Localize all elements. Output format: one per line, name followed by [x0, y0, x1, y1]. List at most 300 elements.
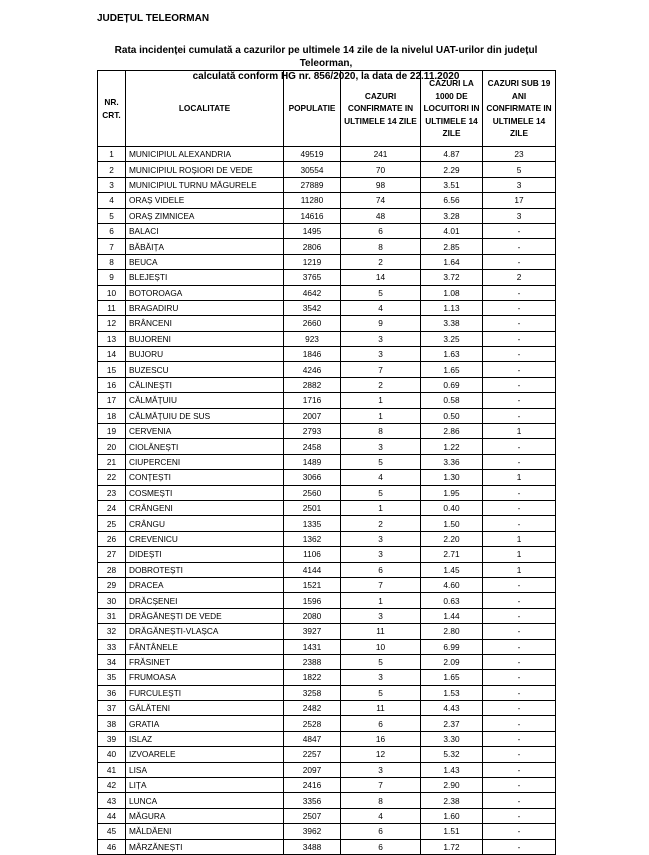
- cell-populatie: 4246: [284, 362, 341, 377]
- cell-cazuri: 3: [341, 608, 421, 623]
- cell-rata: 1.30: [421, 470, 483, 485]
- cell-rata: 3.72: [421, 270, 483, 285]
- cell-nr: 20: [98, 439, 126, 454]
- cell-localitate: FÂNTÂNELE: [126, 639, 284, 654]
- cell-localitate: DRĂGĂNEȘTI-VLAȘCA: [126, 624, 284, 639]
- cell-populatie: 1716: [284, 393, 341, 408]
- cell-localitate: DRĂCȘENEI: [126, 593, 284, 608]
- cell-nr: 26: [98, 531, 126, 546]
- cell-populatie: 1106: [284, 547, 341, 562]
- cell-rata: 2.90: [421, 778, 483, 793]
- cell-nr: 33: [98, 639, 126, 654]
- cell-sub19: -: [483, 393, 556, 408]
- cell-cazuri: 241: [341, 147, 421, 162]
- column-header-cazuri: CAZURI CONFIRMATE IN ULTIMELE 14 ZILE: [341, 71, 421, 147]
- cell-localitate: LIȚA: [126, 778, 284, 793]
- county-heading: JUDEȚUL TELEORMAN: [97, 13, 210, 24]
- cell-nr: 24: [98, 500, 126, 515]
- column-header-localitate: LOCALITATE: [126, 71, 284, 147]
- cell-populatie: 2416: [284, 778, 341, 793]
- cell-populatie: 2528: [284, 716, 341, 731]
- table-row: [98, 747, 556, 762]
- table-row: [98, 824, 556, 839]
- table-row: [98, 470, 556, 485]
- cell-nr: 9: [98, 270, 126, 285]
- cell-cazuri: 4: [341, 300, 421, 315]
- cell-localitate: MÂRZĂNEȘTI: [126, 839, 284, 854]
- cell-cazuri: 9: [341, 316, 421, 331]
- cell-nr: 40: [98, 747, 126, 762]
- cell-populatie: 14616: [284, 208, 341, 223]
- column-header-populatie: POPULATIE: [284, 71, 341, 147]
- cell-sub19: -: [483, 485, 556, 500]
- table-row: [98, 793, 556, 808]
- cell-sub19: 1: [483, 424, 556, 439]
- cell-cazuri: 48: [341, 208, 421, 223]
- cell-rata: 2.29: [421, 162, 483, 177]
- cell-cazuri: 98: [341, 177, 421, 192]
- cell-nr: 10: [98, 285, 126, 300]
- cell-nr: 6: [98, 223, 126, 238]
- cell-localitate: MUNICIPIUL ALEXANDRIA: [126, 147, 284, 162]
- cell-sub19: -: [483, 731, 556, 746]
- cell-localitate: IZVOARELE: [126, 747, 284, 762]
- cell-populatie: 4847: [284, 731, 341, 746]
- cell-cazuri: 74: [341, 193, 421, 208]
- cell-rata: 2.38: [421, 793, 483, 808]
- cell-sub19: 17: [483, 193, 556, 208]
- cell-cazuri: 1: [341, 500, 421, 515]
- cell-sub19: -: [483, 793, 556, 808]
- table-row: [98, 147, 556, 162]
- cell-populatie: 2007: [284, 408, 341, 423]
- cell-cazuri: 2: [341, 254, 421, 269]
- cell-nr: 29: [98, 577, 126, 592]
- table-row: [98, 639, 556, 654]
- cell-nr: 11: [98, 300, 126, 315]
- table-row: [98, 193, 556, 208]
- cell-nr: 16: [98, 377, 126, 392]
- cell-localitate: CĂLINEȘTI: [126, 377, 284, 392]
- cell-rata: 1.43: [421, 762, 483, 777]
- table-body: [98, 147, 556, 855]
- cell-nr: 39: [98, 731, 126, 746]
- cell-populatie: 1219: [284, 254, 341, 269]
- cell-sub19: -: [483, 593, 556, 608]
- cell-populatie: 1596: [284, 593, 341, 608]
- cell-nr: 21: [98, 454, 126, 469]
- cell-populatie: 1521: [284, 577, 341, 592]
- cell-localitate: ISLAZ: [126, 731, 284, 746]
- column-header-sub19: CAZURI SUB 19 ANI CONFIRMATE IN ULTIMELE 14 ZILE: [483, 71, 556, 147]
- cell-sub19: 3: [483, 177, 556, 192]
- table-row: [98, 531, 556, 546]
- table-row: [98, 377, 556, 392]
- cell-localitate: DIDEȘTI: [126, 547, 284, 562]
- table-row: [98, 500, 556, 515]
- cell-cazuri: 5: [341, 685, 421, 700]
- cell-nr: 23: [98, 485, 126, 500]
- cell-populatie: 2080: [284, 608, 341, 623]
- cell-rata: 3.25: [421, 331, 483, 346]
- table-row: [98, 285, 556, 300]
- table-row: [98, 347, 556, 362]
- cell-populatie: 1822: [284, 670, 341, 685]
- table-row: [98, 731, 556, 746]
- cell-rata: 4.87: [421, 147, 483, 162]
- cell-localitate: BRAGADIRU: [126, 300, 284, 315]
- cell-localitate: CERVENIA: [126, 424, 284, 439]
- cell-sub19: -: [483, 670, 556, 685]
- table-row: [98, 608, 556, 623]
- cell-localitate: LISA: [126, 762, 284, 777]
- table-row: [98, 593, 556, 608]
- cell-nr: 17: [98, 393, 126, 408]
- table-row: [98, 716, 556, 731]
- cell-nr: 4: [98, 193, 126, 208]
- cell-sub19: 23: [483, 147, 556, 162]
- table-row: [98, 562, 556, 577]
- cell-rata: 1.63: [421, 347, 483, 362]
- cell-localitate: BOTOROAGA: [126, 285, 284, 300]
- table-row: [98, 685, 556, 700]
- cell-populatie: 3258: [284, 685, 341, 700]
- cell-rata: 0.50: [421, 408, 483, 423]
- cell-populatie: 2793: [284, 424, 341, 439]
- cell-localitate: ORAȘ VIDELE: [126, 193, 284, 208]
- cell-nr: 19: [98, 424, 126, 439]
- cell-localitate: MUNICIPIUL ROȘIORI DE VEDE: [126, 162, 284, 177]
- cell-cazuri: 7: [341, 362, 421, 377]
- cell-localitate: BUZESCU: [126, 362, 284, 377]
- cell-sub19: -: [483, 716, 556, 731]
- cell-rata: 4.01: [421, 223, 483, 238]
- cell-rata: 1.44: [421, 608, 483, 623]
- cell-sub19: -: [483, 839, 556, 854]
- cell-populatie: 30554: [284, 162, 341, 177]
- cell-populatie: 11280: [284, 193, 341, 208]
- column-header-rata: CAZURI LA 1000 DE LOCUITORI IN ULTIMELE 14 ZILE: [421, 71, 483, 147]
- cell-rata: 3.30: [421, 731, 483, 746]
- table-row: [98, 239, 556, 254]
- cell-sub19: -: [483, 701, 556, 716]
- cell-nr: 5: [98, 208, 126, 223]
- cell-sub19: 3: [483, 208, 556, 223]
- cell-nr: 45: [98, 824, 126, 839]
- cell-sub19: -: [483, 608, 556, 623]
- cell-rata: 1.08: [421, 285, 483, 300]
- cell-sub19: 2: [483, 270, 556, 285]
- cell-localitate: CĂLMĂȚUIU DE SUS: [126, 408, 284, 423]
- cell-cazuri: 12: [341, 747, 421, 762]
- cell-localitate: DRĂGĂNEȘTI DE VEDE: [126, 608, 284, 623]
- table-row: [98, 208, 556, 223]
- cell-cazuri: 1: [341, 408, 421, 423]
- cell-nr: 30: [98, 593, 126, 608]
- cell-localitate: CĂLMĂȚUIU: [126, 393, 284, 408]
- cell-sub19: -: [483, 439, 556, 454]
- table-row: [98, 577, 556, 592]
- cell-rata: 1.51: [421, 824, 483, 839]
- table-row: [98, 439, 556, 454]
- table-row: [98, 162, 556, 177]
- cell-populatie: 3927: [284, 624, 341, 639]
- cell-rata: 1.50: [421, 516, 483, 531]
- cell-cazuri: 8: [341, 793, 421, 808]
- cell-cazuri: 6: [341, 839, 421, 854]
- cell-populatie: 2458: [284, 439, 341, 454]
- cell-nr: 37: [98, 701, 126, 716]
- cell-populatie: 3488: [284, 839, 341, 854]
- cell-localitate: BLEJEȘTI: [126, 270, 284, 285]
- cell-cazuri: 5: [341, 485, 421, 500]
- cell-populatie: 2660: [284, 316, 341, 331]
- table-row: [98, 762, 556, 777]
- cell-nr: 14: [98, 347, 126, 362]
- cell-populatie: 2097: [284, 762, 341, 777]
- cell-populatie: 1489: [284, 454, 341, 469]
- cell-sub19: -: [483, 362, 556, 377]
- cell-cazuri: 7: [341, 778, 421, 793]
- cell-localitate: CONȚEȘTI: [126, 470, 284, 485]
- table-row: [98, 300, 556, 315]
- cell-nr: 36: [98, 685, 126, 700]
- cell-cazuri: 5: [341, 454, 421, 469]
- cell-sub19: -: [483, 239, 556, 254]
- column-header-nr: NR. CRT.: [98, 71, 126, 147]
- cell-sub19: -: [483, 408, 556, 423]
- cell-populatie: 2560: [284, 485, 341, 500]
- cell-sub19: 1: [483, 562, 556, 577]
- cell-rata: 1.65: [421, 670, 483, 685]
- table-row: [98, 701, 556, 716]
- cell-sub19: -: [483, 331, 556, 346]
- table-row: [98, 408, 556, 423]
- cell-localitate: MĂLDĂENI: [126, 824, 284, 839]
- cell-cazuri: 11: [341, 624, 421, 639]
- cell-nr: 13: [98, 331, 126, 346]
- cell-sub19: -: [483, 454, 556, 469]
- table-row: [98, 254, 556, 269]
- cell-cazuri: 6: [341, 562, 421, 577]
- cell-rata: 3.28: [421, 208, 483, 223]
- cell-populatie: 3542: [284, 300, 341, 315]
- cell-cazuri: 3: [341, 347, 421, 362]
- cell-rata: 2.80: [421, 624, 483, 639]
- cell-populatie: 3356: [284, 793, 341, 808]
- cell-cazuri: 2: [341, 516, 421, 531]
- cell-cazuri: 7: [341, 577, 421, 592]
- cell-populatie: 27889: [284, 177, 341, 192]
- cell-sub19: -: [483, 316, 556, 331]
- cell-nr: 18: [98, 408, 126, 423]
- cell-sub19: -: [483, 685, 556, 700]
- cell-nr: 32: [98, 624, 126, 639]
- cell-localitate: BĂBĂIȚA: [126, 239, 284, 254]
- cell-sub19: -: [483, 500, 556, 515]
- table-row: [98, 454, 556, 469]
- cell-sub19: -: [483, 747, 556, 762]
- cell-rata: 1.53: [421, 685, 483, 700]
- cell-rata: 5.32: [421, 747, 483, 762]
- cell-localitate: DOBROTEȘTI: [126, 562, 284, 577]
- table-row: [98, 516, 556, 531]
- table-row: [98, 808, 556, 823]
- cell-nr: 2: [98, 162, 126, 177]
- cell-rata: 1.72: [421, 839, 483, 854]
- cell-nr: 8: [98, 254, 126, 269]
- table-row: [98, 362, 556, 377]
- cell-nr: 34: [98, 654, 126, 669]
- cell-populatie: 3066: [284, 470, 341, 485]
- cell-sub19: -: [483, 577, 556, 592]
- cell-populatie: 2882: [284, 377, 341, 392]
- cell-populatie: 1362: [284, 531, 341, 546]
- cell-cazuri: 2: [341, 377, 421, 392]
- cell-nr: 43: [98, 793, 126, 808]
- cell-populatie: 2507: [284, 808, 341, 823]
- cell-cazuri: 3: [341, 762, 421, 777]
- cell-localitate: GRATIA: [126, 716, 284, 731]
- table-row: [98, 778, 556, 793]
- table-row: [98, 223, 556, 238]
- cell-sub19: -: [483, 639, 556, 654]
- cell-rata: 2.37: [421, 716, 483, 731]
- cell-rata: 2.09: [421, 654, 483, 669]
- cell-sub19: 1: [483, 470, 556, 485]
- table-row: [98, 624, 556, 639]
- cell-localitate: MUNICIPIUL TURNU MĂGURELE: [126, 177, 284, 192]
- cell-rata: 3.51: [421, 177, 483, 192]
- cell-nr: 41: [98, 762, 126, 777]
- cell-sub19: -: [483, 624, 556, 639]
- cell-rata: 3.38: [421, 316, 483, 331]
- table-row: [98, 424, 556, 439]
- cell-cazuri: 3: [341, 547, 421, 562]
- cell-rata: 1.45: [421, 562, 483, 577]
- cell-populatie: 4642: [284, 285, 341, 300]
- cell-nr: 44: [98, 808, 126, 823]
- cell-localitate: BUJORU: [126, 347, 284, 362]
- cell-localitate: CIOLĂNEȘTI: [126, 439, 284, 454]
- cell-localitate: CREVENICU: [126, 531, 284, 546]
- cell-localitate: ORAȘ ZIMNICEA: [126, 208, 284, 223]
- cell-localitate: LUNCA: [126, 793, 284, 808]
- table-row: [98, 270, 556, 285]
- cell-rata: 0.58: [421, 393, 483, 408]
- cell-cazuri: 3: [341, 531, 421, 546]
- cell-nr: 15: [98, 362, 126, 377]
- cell-localitate: BUJORENI: [126, 331, 284, 346]
- cell-localitate: DRACEA: [126, 577, 284, 592]
- cell-localitate: BRÂNCENI: [126, 316, 284, 331]
- cell-populatie: 2388: [284, 654, 341, 669]
- cell-nr: 25: [98, 516, 126, 531]
- cell-cazuri: 10: [341, 639, 421, 654]
- cell-cazuri: 6: [341, 223, 421, 238]
- cell-populatie: 1495: [284, 223, 341, 238]
- cell-nr: 12: [98, 316, 126, 331]
- cell-populatie: 2806: [284, 239, 341, 254]
- cell-rata: 2.20: [421, 531, 483, 546]
- cell-sub19: -: [483, 762, 556, 777]
- cell-populatie: 1335: [284, 516, 341, 531]
- cell-rata: 1.60: [421, 808, 483, 823]
- table-row: [98, 316, 556, 331]
- cell-cazuri: 5: [341, 285, 421, 300]
- title-line-2: calculată conform HG nr. 856/2020, la data de 22.11.2020: [192, 71, 460, 82]
- cell-rata: 0.40: [421, 500, 483, 515]
- cell-cazuri: 8: [341, 239, 421, 254]
- cell-rata: 6.56: [421, 193, 483, 208]
- cell-rata: 2.85: [421, 239, 483, 254]
- cell-rata: 1.65: [421, 362, 483, 377]
- cell-rata: 6.99: [421, 639, 483, 654]
- cell-rata: 1.13: [421, 300, 483, 315]
- cell-sub19: -: [483, 254, 556, 269]
- table-row: [98, 839, 556, 854]
- cell-sub19: -: [483, 347, 556, 362]
- cell-nr: 28: [98, 562, 126, 577]
- cell-populatie: 3962: [284, 824, 341, 839]
- cell-rata: 4.43: [421, 701, 483, 716]
- cell-populatie: 1431: [284, 639, 341, 654]
- cell-sub19: -: [483, 654, 556, 669]
- cell-populatie: 49519: [284, 147, 341, 162]
- cell-sub19: 5: [483, 162, 556, 177]
- cell-localitate: MĂGURA: [126, 808, 284, 823]
- table-row: [98, 670, 556, 685]
- cell-nr: 35: [98, 670, 126, 685]
- cell-cazuri: 3: [341, 670, 421, 685]
- cell-rata: 2.86: [421, 424, 483, 439]
- title-line-1: Rata incidenței cumulată a cazurilor pe ultimele 14 zile de la nivelul UAT-urilor din județul Teleorman,: [114, 45, 538, 69]
- cell-localitate: FRUMOASA: [126, 670, 284, 685]
- cell-populatie: 2257: [284, 747, 341, 762]
- table-header-row: [98, 71, 556, 147]
- cell-localitate: GĂLĂTENI: [126, 701, 284, 716]
- cell-populatie: 2482: [284, 701, 341, 716]
- incidence-table: [97, 70, 556, 855]
- cell-localitate: FURCULEȘTI: [126, 685, 284, 700]
- cell-localitate: CRÂNGU: [126, 516, 284, 531]
- cell-cazuri: 4: [341, 470, 421, 485]
- cell-sub19: -: [483, 377, 556, 392]
- cell-sub19: -: [483, 824, 556, 839]
- cell-cazuri: 16: [341, 731, 421, 746]
- cell-sub19: -: [483, 223, 556, 238]
- cell-populatie: 3765: [284, 270, 341, 285]
- cell-localitate: CIUPERCENI: [126, 454, 284, 469]
- cell-nr: 42: [98, 778, 126, 793]
- cell-cazuri: 1: [341, 593, 421, 608]
- cell-sub19: 1: [483, 547, 556, 562]
- cell-populatie: 4144: [284, 562, 341, 577]
- cell-populatie: 1846: [284, 347, 341, 362]
- cell-sub19: -: [483, 516, 556, 531]
- cell-cazuri: 70: [341, 162, 421, 177]
- cell-localitate: BALACI: [126, 223, 284, 238]
- cell-populatie: 2501: [284, 500, 341, 515]
- cell-cazuri: 4: [341, 808, 421, 823]
- table-row: [98, 547, 556, 562]
- cell-cazuri: 8: [341, 424, 421, 439]
- cell-sub19: 1: [483, 531, 556, 546]
- cell-rata: 1.22: [421, 439, 483, 454]
- table-row: [98, 485, 556, 500]
- cell-rata: 2.71: [421, 547, 483, 562]
- cell-populatie: 923: [284, 331, 341, 346]
